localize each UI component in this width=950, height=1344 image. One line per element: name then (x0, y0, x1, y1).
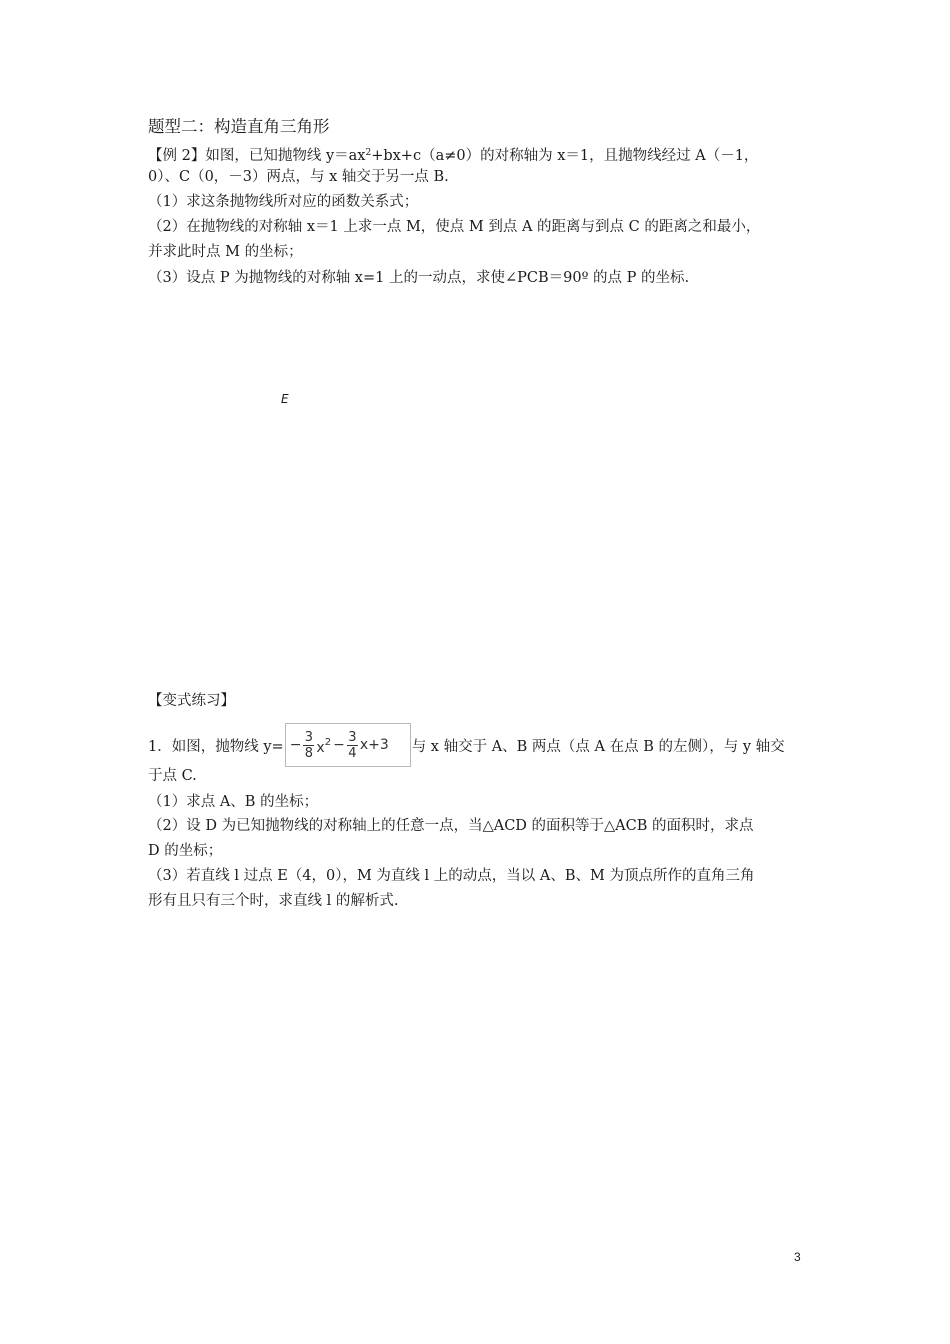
example2-q2-line1: （2）在抛物线的对称轴 x＝1 上求一点 M，使点 M 到点 A 的距离与到点 C 的距离之和最小， (148, 219, 761, 235)
fraction (347, 730, 358, 761)
example2-q3: （3）设点 P 为抛物线的对称轴 x=1 上的一动点，求使∠PCB＝90º 的点 P 的坐标. (148, 270, 690, 286)
exponent: 2 (365, 148, 372, 158)
numerator: 3 (304, 729, 314, 745)
practice-heading: 【变式练习】 (148, 693, 235, 709)
practice-q1: （1）求点 A、B 的坐标； (148, 794, 319, 810)
example2-line1 (148, 143, 758, 166)
minus-sign: − (289, 737, 302, 753)
practice-p1-before: 1．如图，抛物线 y= (148, 739, 284, 755)
practice-q3-line2: 形有且只有三个时，求直线 l 的解析式. (148, 893, 399, 909)
figure-label: E (281, 392, 289, 406)
page-number: 3 (794, 1250, 801, 1264)
example2-text-a: 【例 2】如图，已知抛物线 y＝ax (148, 148, 366, 164)
practice-p1-line1 (148, 725, 785, 769)
numerator: 3 (348, 729, 357, 745)
denominator: 4 (348, 745, 357, 761)
fraction (303, 730, 314, 761)
denominator: 8 (304, 745, 314, 761)
variable: $x^2$ (316, 736, 332, 756)
practice-q2-line2: D 的坐标； (148, 843, 223, 859)
example2-q1: （1）求这条抛物线所对应的函数关系式； (148, 194, 419, 210)
example2-text-b: +bx+c（a≠0）的对称轴为 x＝1，且抛物线经过 A（－1， (371, 148, 759, 164)
formula-tail: x+3 (359, 737, 389, 753)
example2-line2: 0）、C（0，－3）两点，与 x 轴交于另一点 B. (148, 169, 449, 185)
practice-q2-line1: （2）设 D 为已知抛物线的对称轴上的任意一点，当△ACD 的面积等于△ACB 的面积时，求点 (148, 818, 754, 834)
minus-sign: − (333, 737, 345, 753)
practice-p1-after: 与 x 轴交于 A、B 两点（点 A 在点 B 的左侧），与 y 轴交 (411, 739, 785, 755)
example2-q2-line2: 并求此时点 M 的坐标； (148, 244, 303, 260)
practice-q3-line1: （3）若直线 l 过点 E（4，0），M 为直线 l 上的动点，当以 A、B、M 为顶点所作的直角三角 (148, 868, 755, 884)
section-title: 题型二：构造直角三角形 (148, 117, 330, 136)
formula-image (285, 723, 411, 767)
practice-p1-line2: 于点 C. (148, 768, 197, 784)
